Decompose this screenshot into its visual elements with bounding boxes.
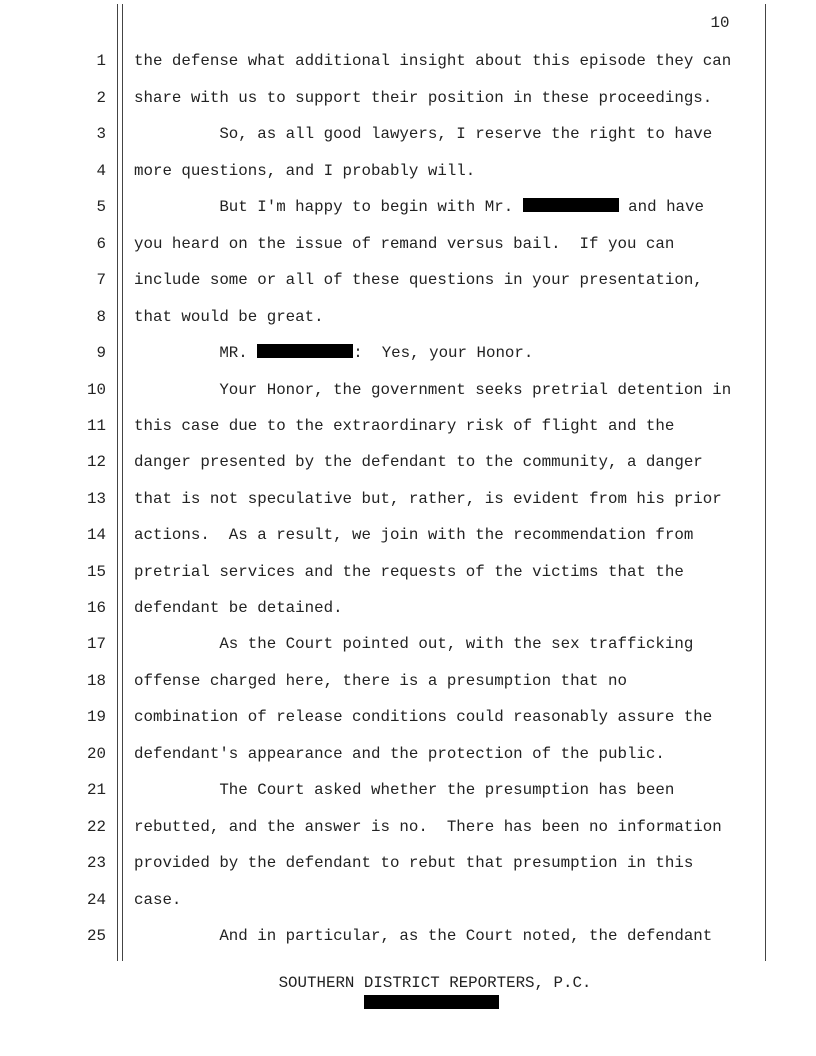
line-number: 24 <box>87 891 106 909</box>
transcript-line <box>0 702 816 732</box>
line-text-segment: And in particular, as the Court noted, the defendant <box>134 927 713 945</box>
transcript-line <box>0 83 816 113</box>
line-number: 16 <box>87 599 106 617</box>
line-number: 5 <box>96 198 106 216</box>
line-text <box>134 921 712 951</box>
line-text-segment: share with us to support their position in these proceedings. <box>134 89 713 107</box>
transcript-line <box>0 739 816 769</box>
line-text-segment: defendant's appearance and the protection of the public. <box>134 745 665 763</box>
line-number: 18 <box>87 672 106 690</box>
footer-reporter: SOUTHERN DISTRICT REPORTERS, P.C. <box>278 974 592 992</box>
line-text <box>134 848 693 878</box>
line-number: 13 <box>87 490 106 508</box>
transcript-line <box>0 302 816 332</box>
transcript-line <box>0 885 816 915</box>
transcript-line <box>0 812 816 842</box>
line-number: 15 <box>87 563 106 581</box>
transcript-line <box>0 557 816 587</box>
transcript-line <box>0 338 816 368</box>
line-text-segment: that would be great. <box>134 308 324 326</box>
line-number: 19 <box>87 708 106 726</box>
line-text <box>134 666 627 696</box>
line-text <box>134 229 674 259</box>
footer-redaction <box>364 995 499 1009</box>
redaction-bar <box>257 344 353 358</box>
line-text-segment: combination of release conditions could reasonably assure the <box>134 708 713 726</box>
line-text <box>134 812 722 842</box>
line-number: 17 <box>87 635 106 653</box>
line-text-segment: this case due to the extraordinary risk of flight and the <box>134 417 675 435</box>
line-text-segment: But I'm happy to begin with Mr. <box>134 198 523 216</box>
transcript-line <box>0 666 816 696</box>
line-number: 8 <box>96 308 106 326</box>
line-text <box>134 46 731 76</box>
line-text-segment: case. <box>134 891 182 909</box>
line-text-segment: So, as all good lawyers, I reserve the right to have <box>134 125 713 143</box>
transcript-line <box>0 484 816 514</box>
line-text-segment: MR. <box>134 344 258 362</box>
line-number: 1 <box>96 52 106 70</box>
line-text-segment: the defense what additional insight about this episode they can <box>134 52 732 70</box>
transcript-line <box>0 411 816 441</box>
line-number: 9 <box>96 344 106 362</box>
transcript-line <box>0 46 816 76</box>
line-text <box>134 885 181 915</box>
line-text <box>134 520 693 550</box>
line-text-segment: defendant be detained. <box>134 599 343 617</box>
line-number: 3 <box>96 125 106 143</box>
line-number: 14 <box>87 526 106 544</box>
transcript-line <box>0 593 816 623</box>
line-number: 7 <box>96 271 106 289</box>
transcript-line <box>0 848 816 878</box>
transcript-line <box>0 520 816 550</box>
line-text-segment: actions. As a result, we join with the recommendation from <box>134 526 694 544</box>
transcript-line <box>0 156 816 186</box>
page-number: 10 <box>710 14 730 32</box>
line-text <box>134 739 665 769</box>
line-number: 10 <box>87 381 106 399</box>
transcript-line <box>0 119 816 149</box>
line-number: 23 <box>87 854 106 872</box>
line-text <box>134 411 674 441</box>
line-number: 25 <box>87 927 106 945</box>
line-text <box>134 447 703 477</box>
line-text <box>134 83 712 113</box>
line-text-segment: and have <box>618 198 704 216</box>
line-number: 4 <box>96 162 106 180</box>
line-text <box>134 156 475 186</box>
redaction-bar <box>523 198 619 212</box>
transcript-line <box>0 629 816 659</box>
line-text-segment: provided by the defendant to rebut that presumption in this <box>134 854 694 872</box>
line-text <box>134 557 684 587</box>
transcript-line <box>0 229 816 259</box>
line-text-segment: As the Court pointed out, with the sex trafficking <box>134 635 694 653</box>
line-text-segment: Your Honor, the government seeks pretrial detention in <box>134 381 732 399</box>
transcript-line <box>0 921 816 951</box>
line-text <box>134 629 693 659</box>
line-text <box>134 375 731 405</box>
transcript-line <box>0 775 816 805</box>
line-text <box>134 192 704 222</box>
line-number: 2 <box>96 89 106 107</box>
line-text <box>134 302 324 332</box>
line-text-segment: pretrial services and the requests of the victims that the <box>134 563 684 581</box>
transcript-line <box>0 265 816 295</box>
line-number: 20 <box>87 745 106 763</box>
line-text <box>134 593 343 623</box>
line-number: 12 <box>87 453 106 471</box>
transcript-line <box>0 192 816 222</box>
line-text <box>134 484 722 514</box>
line-text-segment: include some or all of these questions in your presentation, <box>134 271 703 289</box>
line-number: 22 <box>87 818 106 836</box>
line-number: 6 <box>96 235 106 253</box>
line-text-segment: you heard on the issue of remand versus bail. If you can <box>134 235 675 253</box>
line-text <box>134 119 712 149</box>
transcript-line <box>0 447 816 477</box>
line-text-segment: : Yes, your Honor. <box>353 344 534 362</box>
line-text-segment: more questions, and I probably will. <box>134 162 476 180</box>
line-text <box>134 265 703 295</box>
line-text <box>134 338 533 368</box>
line-text <box>134 775 674 805</box>
line-text-segment: rebutted, and the answer is no. There has been no information <box>134 818 722 836</box>
line-number: 21 <box>87 781 106 799</box>
line-number: 11 <box>87 417 106 435</box>
line-text-segment: danger presented by the defendant to the community, a danger <box>134 453 703 471</box>
line-text-segment: offense charged here, there is a presumption that no <box>134 672 627 690</box>
line-text <box>134 702 712 732</box>
line-text-segment: that is not speculative but, rather, is evident from his prior <box>134 490 722 508</box>
line-text-segment: The Court asked whether the presumption has been <box>134 781 675 799</box>
transcript-line <box>0 375 816 405</box>
